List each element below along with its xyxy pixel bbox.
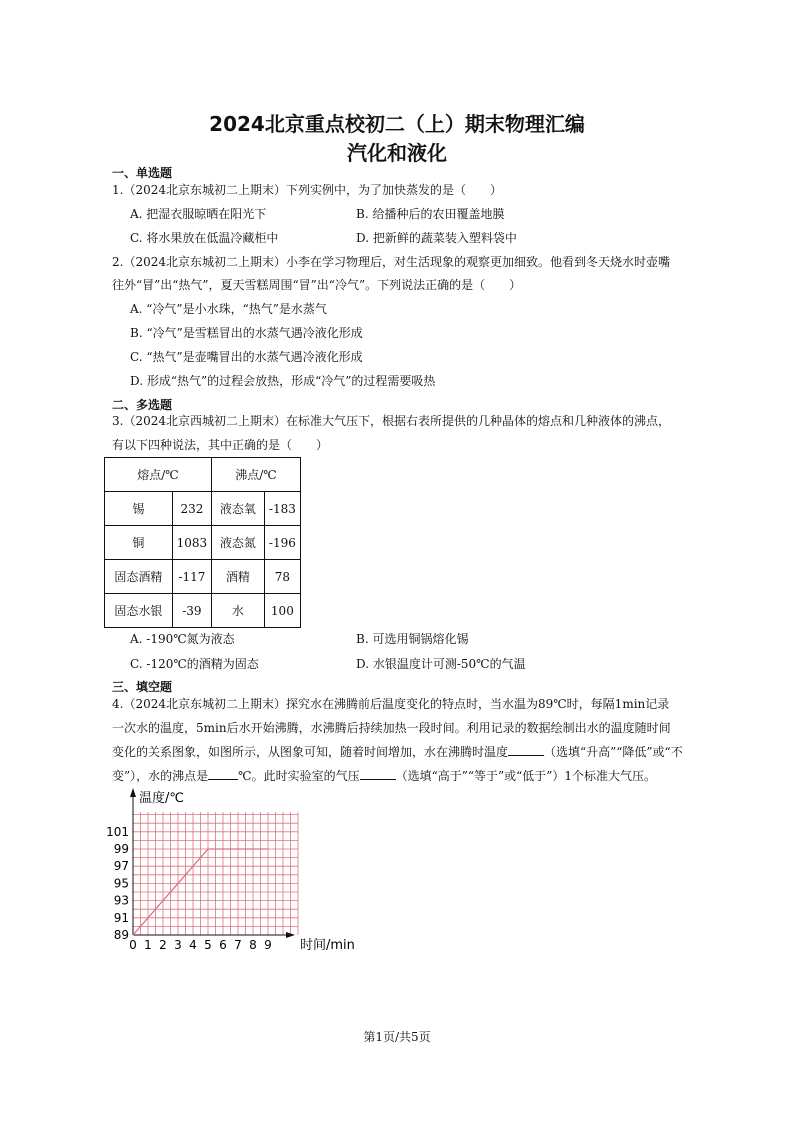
- table-cell: -183: [264, 492, 300, 526]
- table-cell: 液态氧: [212, 492, 265, 526]
- table-cell: 78: [264, 560, 300, 594]
- q1-option-a: A. 把湿衣服晾晒在阳光下: [130, 207, 267, 221]
- x-tick-label: 0: [129, 938, 137, 952]
- x-tick-label: 8: [249, 938, 257, 952]
- y-tick-label: 99: [113, 842, 129, 856]
- page-subtitle: 汽化和液化: [347, 141, 447, 165]
- table-cell: 1083: [172, 526, 211, 560]
- q3-stem-line2: 有以下四种说法，其中正确的是（ ）: [112, 438, 329, 452]
- table-header-boiling: 沸点/℃: [212, 458, 301, 492]
- x-tick-label: 2: [159, 938, 167, 952]
- table-cell: 液态氮: [212, 526, 265, 560]
- y-axis-label: 温度/℃: [139, 791, 184, 806]
- table-cell: 100: [264, 594, 300, 628]
- q4-line4-text-b: ℃。此时实验室的气压: [238, 769, 360, 783]
- q2-option-a: A. “冷气”是小水珠，“热气”是水蒸气: [130, 302, 327, 316]
- q4-line2: 一次水的温度，5min后水开始沸腾，水沸腾后持续加热一段时间。利用记录的数据绘制出水的温度随时间: [112, 721, 671, 735]
- x-tick-label: 5: [204, 938, 212, 952]
- q2-option-b: B. “冷气”是雪糕冒出的水蒸气遇冷液化形成: [130, 326, 363, 340]
- q2-stem-line2: 往外“冒”出“热气”，夏天雪糕周围“冒”出“冷气”。下列说法正确的是（ ）: [112, 278, 522, 292]
- q1-option-d: D. 把新鲜的蔬菜装入塑料袋中: [356, 231, 517, 245]
- y-tick-label: 95: [113, 876, 129, 891]
- table-cell: 锡: [105, 492, 173, 526]
- section-single-choice: 一、单选题: [112, 166, 173, 180]
- q3-option-b: B. 可选用铜锅熔化锡: [356, 632, 469, 646]
- x-tick-label: 1: [144, 938, 152, 952]
- table-cell: 固态水银: [105, 594, 173, 628]
- q3-option-a: A. -190℃氮为液态: [130, 632, 235, 646]
- table-cell: 固态酒精: [105, 560, 173, 594]
- table-header-melting: 熔点/℃: [105, 458, 212, 492]
- y-tick-label: 97: [113, 859, 129, 874]
- table-cell: 铜: [105, 526, 173, 560]
- q4-line4-text-a: 变”），水的沸点是: [112, 769, 209, 783]
- q2-option-c: C. “热气”是壶嘴冒出的水蒸气遇冷液化形成: [130, 350, 363, 364]
- x-axis-label: 时间/min: [300, 938, 355, 953]
- x-tick-label: 7: [234, 938, 242, 952]
- page-footer: 第1页/共5页: [363, 1030, 431, 1044]
- page-title: 2024北京重点校初二（上）期末物理汇编: [209, 112, 585, 136]
- q3-option-c: C. -120℃的酒精为固态: [130, 657, 259, 671]
- x-tick-label: 4: [189, 938, 197, 952]
- section-fill-blank: 三、填空题: [112, 680, 173, 694]
- chart-tick-labels: [106, 825, 272, 952]
- table-cell: -117: [172, 560, 211, 594]
- q1-option-b: B. 给播种后的农田覆盖地膜: [356, 207, 505, 221]
- chart-grid: [133, 812, 298, 935]
- table-cell: -39: [172, 594, 211, 628]
- x-tick-label: 3: [174, 938, 182, 952]
- q2-option-d: D. 形成“热气”的过程会放热，形成“冷气”的过程需要吸热: [130, 374, 436, 388]
- q3-option-d: D. 水银温度计可测-50℃的气温: [356, 657, 526, 671]
- y-tick-label: 93: [113, 893, 129, 908]
- table-cell: -196: [264, 526, 300, 560]
- q3-stem-line1: 3.（2024北京西城初二上期末）在标准大气压下，根据右表所提供的几种晶体的熔点和几种液体的沸点，: [112, 414, 670, 428]
- chart-axes: [130, 788, 295, 938]
- q4-line1: 4.（2024北京东城初二上期末）探究水在沸腾前后温度变化的特点时，当水温为89℃时，每隔1min记录: [112, 697, 670, 711]
- q4-line4-text-c: （选填“高于”“等于”或“低于”）1个标准大气压。: [395, 769, 657, 783]
- y-tick-label: 101: [106, 824, 129, 839]
- q4-line3-text-a: 变化的关系图象，如图所示，从图象可知，随着时间增加，水在沸腾时温度: [112, 745, 509, 759]
- section-multi-choice: 二、多选题: [112, 398, 173, 412]
- table-cell: 232: [172, 492, 211, 526]
- x-tick-label: 6: [219, 938, 227, 952]
- y-tick-label: 91: [113, 910, 129, 925]
- q2-stem-line1: 2.（2024北京东城初二上期末）小李在学习物理后，对生活现象的观察更加细致。他看到冬天烧水时壶嘴: [112, 255, 670, 269]
- y-axis-arrow: [130, 788, 136, 797]
- x-tick-label: 9: [264, 938, 272, 952]
- q4-line3-text-b: （选填“升高”“降低”或“不: [544, 745, 683, 759]
- y-tick-label: 89: [113, 928, 129, 942]
- table-cell: 酒精: [212, 560, 265, 594]
- table-cell: 水: [212, 594, 265, 628]
- q1-stem: 1.（2024北京东城初二上期末）下列实例中，为了加快蒸发的是（ ）: [112, 183, 502, 197]
- q1-option-c: C. 将水果放在低温冷藏柜中: [130, 231, 279, 245]
